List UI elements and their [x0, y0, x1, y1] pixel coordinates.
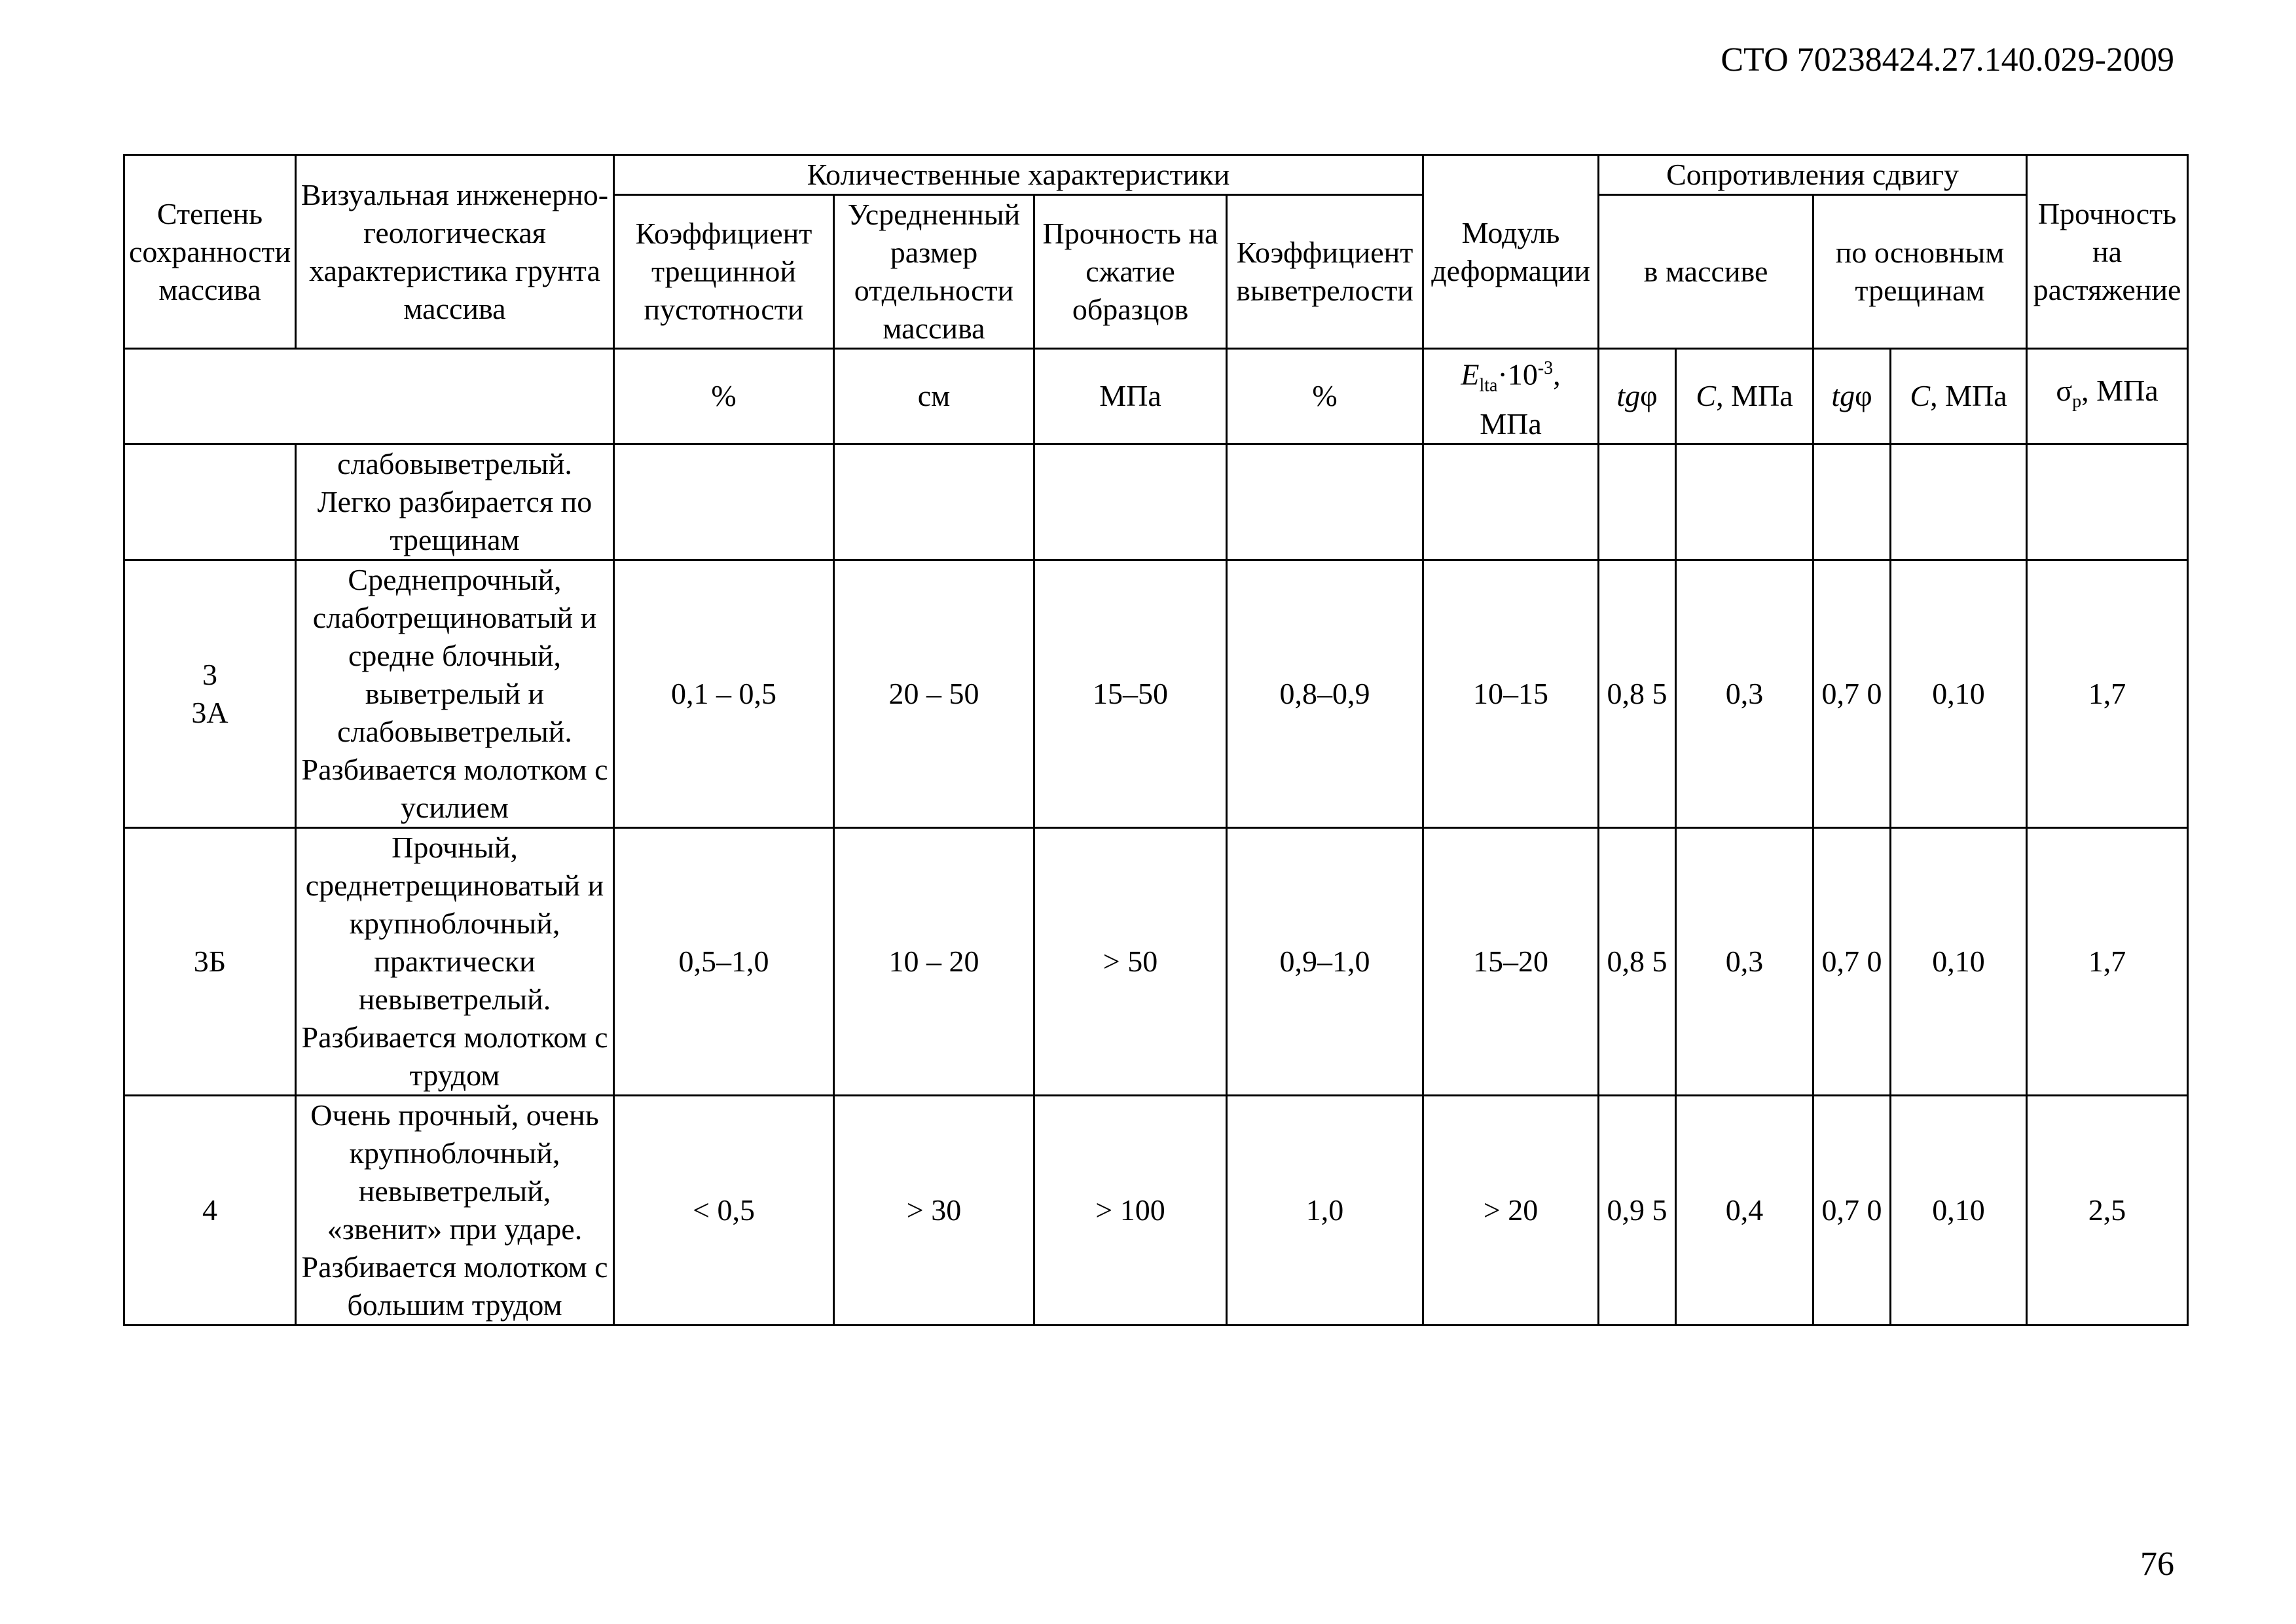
cell-tg-mass: 0,9 5 [1599, 1095, 1676, 1325]
phi-mass-symbol: φ [1640, 379, 1658, 413]
cell-c-cracks: 0,10 [1891, 827, 2027, 1095]
cell-c-mass [1676, 444, 1813, 560]
cell-c-cracks: 0,10 [1891, 560, 2027, 827]
unit-strength: МПа [1034, 349, 1227, 444]
cell-size [834, 444, 1034, 560]
cell-tensile [2027, 444, 2188, 560]
page-number: 76 [2140, 1545, 2174, 1583]
c-cracks-symbol: C [1910, 379, 1931, 413]
cell-tensile: 1,7 [2027, 827, 2188, 1095]
header-visual: Визуальная инженерно-геологическая характеристика грунта массива [296, 155, 614, 349]
degree-primary: 3 [202, 657, 217, 691]
cell-modulus: 15–20 [1423, 827, 1599, 1095]
modulus-symbol: E [1461, 357, 1480, 391]
cell-modulus: 10–15 [1423, 560, 1599, 827]
cell-c-mass: 0,3 [1676, 560, 1813, 827]
sigma-subscript: р [2072, 391, 2082, 412]
cell-tg-cracks: 0,7 0 [1813, 560, 1891, 827]
unit-avg-size: см [834, 349, 1034, 444]
cell-visual: Прочный, среднетрещиноватый и крупноблочный, практически невыветрелый. Разбивается молотком с трудом [296, 827, 614, 1095]
unit-tg-mass [1599, 349, 1676, 444]
cell-tg-mass: 0,8 5 [1599, 560, 1676, 827]
cell-c-cracks [1891, 444, 2027, 560]
cell-modulus: > 20 [1423, 1095, 1599, 1325]
cell-size: 10 – 20 [834, 827, 1034, 1095]
unit-crack-coef: % [614, 349, 834, 444]
sigma-unit: , МПа [2081, 373, 2159, 407]
cell-weather: 0,9–1,0 [1227, 827, 1423, 1095]
modulus-multiplier: ·10 [1497, 357, 1538, 391]
table-row [124, 1095, 2188, 1325]
cell-crack [614, 444, 834, 560]
phi-cracks-symbol: φ [1855, 379, 1872, 413]
cell-size: 20 – 50 [834, 560, 1034, 827]
unit-c-mass [1676, 349, 1813, 444]
cell-degree: 4 [124, 1095, 296, 1325]
header-modulus: Модуль деформации [1423, 155, 1599, 349]
c-mass-symbol: C [1696, 379, 1717, 413]
cell-size: > 30 [834, 1095, 1034, 1325]
c-cracks-unit: , МПа [1930, 379, 2007, 413]
cell-c-mass: 0,4 [1676, 1095, 1813, 1325]
cell-visual: Среднепрочный, слаботрещиноватый и средне блочный, выветрелый и слабовыветрелый. Разбивается молотком с усилием [296, 560, 614, 827]
unit-weather-coef: % [1227, 349, 1423, 444]
modulus-subscript: lta [1479, 375, 1498, 396]
cell-c-cracks: 0,10 [1891, 1095, 2027, 1325]
table-row [124, 560, 2188, 827]
cell-tg-mass [1599, 444, 1676, 560]
unit-tensile [2027, 349, 2188, 444]
header-tensile: Прочность на растяжение [2027, 155, 2188, 349]
c-mass-unit: , МПа [1716, 379, 1793, 413]
modulus-comma: , [1553, 357, 1561, 391]
cell-modulus [1423, 444, 1599, 560]
header-main-cracks: по основным трещинам [1813, 195, 2027, 349]
cell-weather: 1,0 [1227, 1095, 1423, 1325]
cell-tg-cracks: 0,7 0 [1813, 1095, 1891, 1325]
cell-tg-cracks: 0,7 0 [1813, 827, 1891, 1095]
unit-tg-cracks [1813, 349, 1891, 444]
modulus-unit: МПа [1480, 406, 1542, 441]
cell-visual: Очень прочный, очень крупноблочный, невыветрелый, «звенит» при ударе. Разбивается молотком с большим трудом [296, 1095, 614, 1325]
cell-strength [1034, 444, 1227, 560]
header-weather-coef: Коэффициент выветрелости [1227, 195, 1423, 349]
cell-degree [124, 444, 296, 560]
header-strength: Прочность на сжатие образцов [1034, 195, 1227, 349]
cell-c-mass: 0,3 [1676, 827, 1813, 1095]
degree-secondary: 3А [191, 695, 228, 729]
cell-strength: > 50 [1034, 827, 1227, 1095]
modulus-exponent: -3 [1537, 358, 1554, 378]
cell-weather [1227, 444, 1423, 560]
cell-weather: 0,8–0,9 [1227, 560, 1423, 827]
tg-cracks-symbol: tg [1831, 379, 1855, 413]
unit-modulus [1423, 349, 1599, 444]
header-quantitative-group: Количественные характеристики [614, 155, 1423, 195]
header-in-mass: в массиве [1599, 195, 1813, 349]
header-degree: Степень сохранности массива [124, 155, 296, 349]
table-row [124, 444, 2188, 560]
document-code: СТО 70238424.27.140.029-2009 [1721, 41, 2174, 79]
table-row [124, 827, 2188, 1095]
header-shear-group: Сопротивления сдвигу [1599, 155, 2027, 195]
cell-degree: 3Б [124, 827, 296, 1095]
cell-degree [124, 560, 296, 827]
cell-tg-mass: 0,8 5 [1599, 827, 1676, 1095]
units-spacer [124, 349, 614, 444]
cell-strength: 15–50 [1034, 560, 1227, 827]
tg-mass-symbol: tg [1616, 379, 1641, 413]
header-crack-coef: Коэффициент трещинной пустотности [614, 195, 834, 349]
cell-tg-cracks [1813, 444, 1891, 560]
cell-visual: слабовыветрелый. Легко разбирается по трещинам [296, 444, 614, 560]
cell-crack: < 0,5 [614, 1095, 834, 1325]
rock-mass-table [123, 154, 2189, 1326]
cell-tensile: 2,5 [2027, 1095, 2188, 1325]
cell-tensile: 1,7 [2027, 560, 2188, 827]
header-avg-size: Усредненный размер отдельности массива [834, 195, 1034, 349]
sigma-symbol: σ [2056, 373, 2073, 407]
cell-crack: 0,5–1,0 [614, 827, 834, 1095]
cell-crack: 0,1 – 0,5 [614, 560, 834, 827]
cell-strength: > 100 [1034, 1095, 1227, 1325]
unit-c-cracks [1891, 349, 2027, 444]
